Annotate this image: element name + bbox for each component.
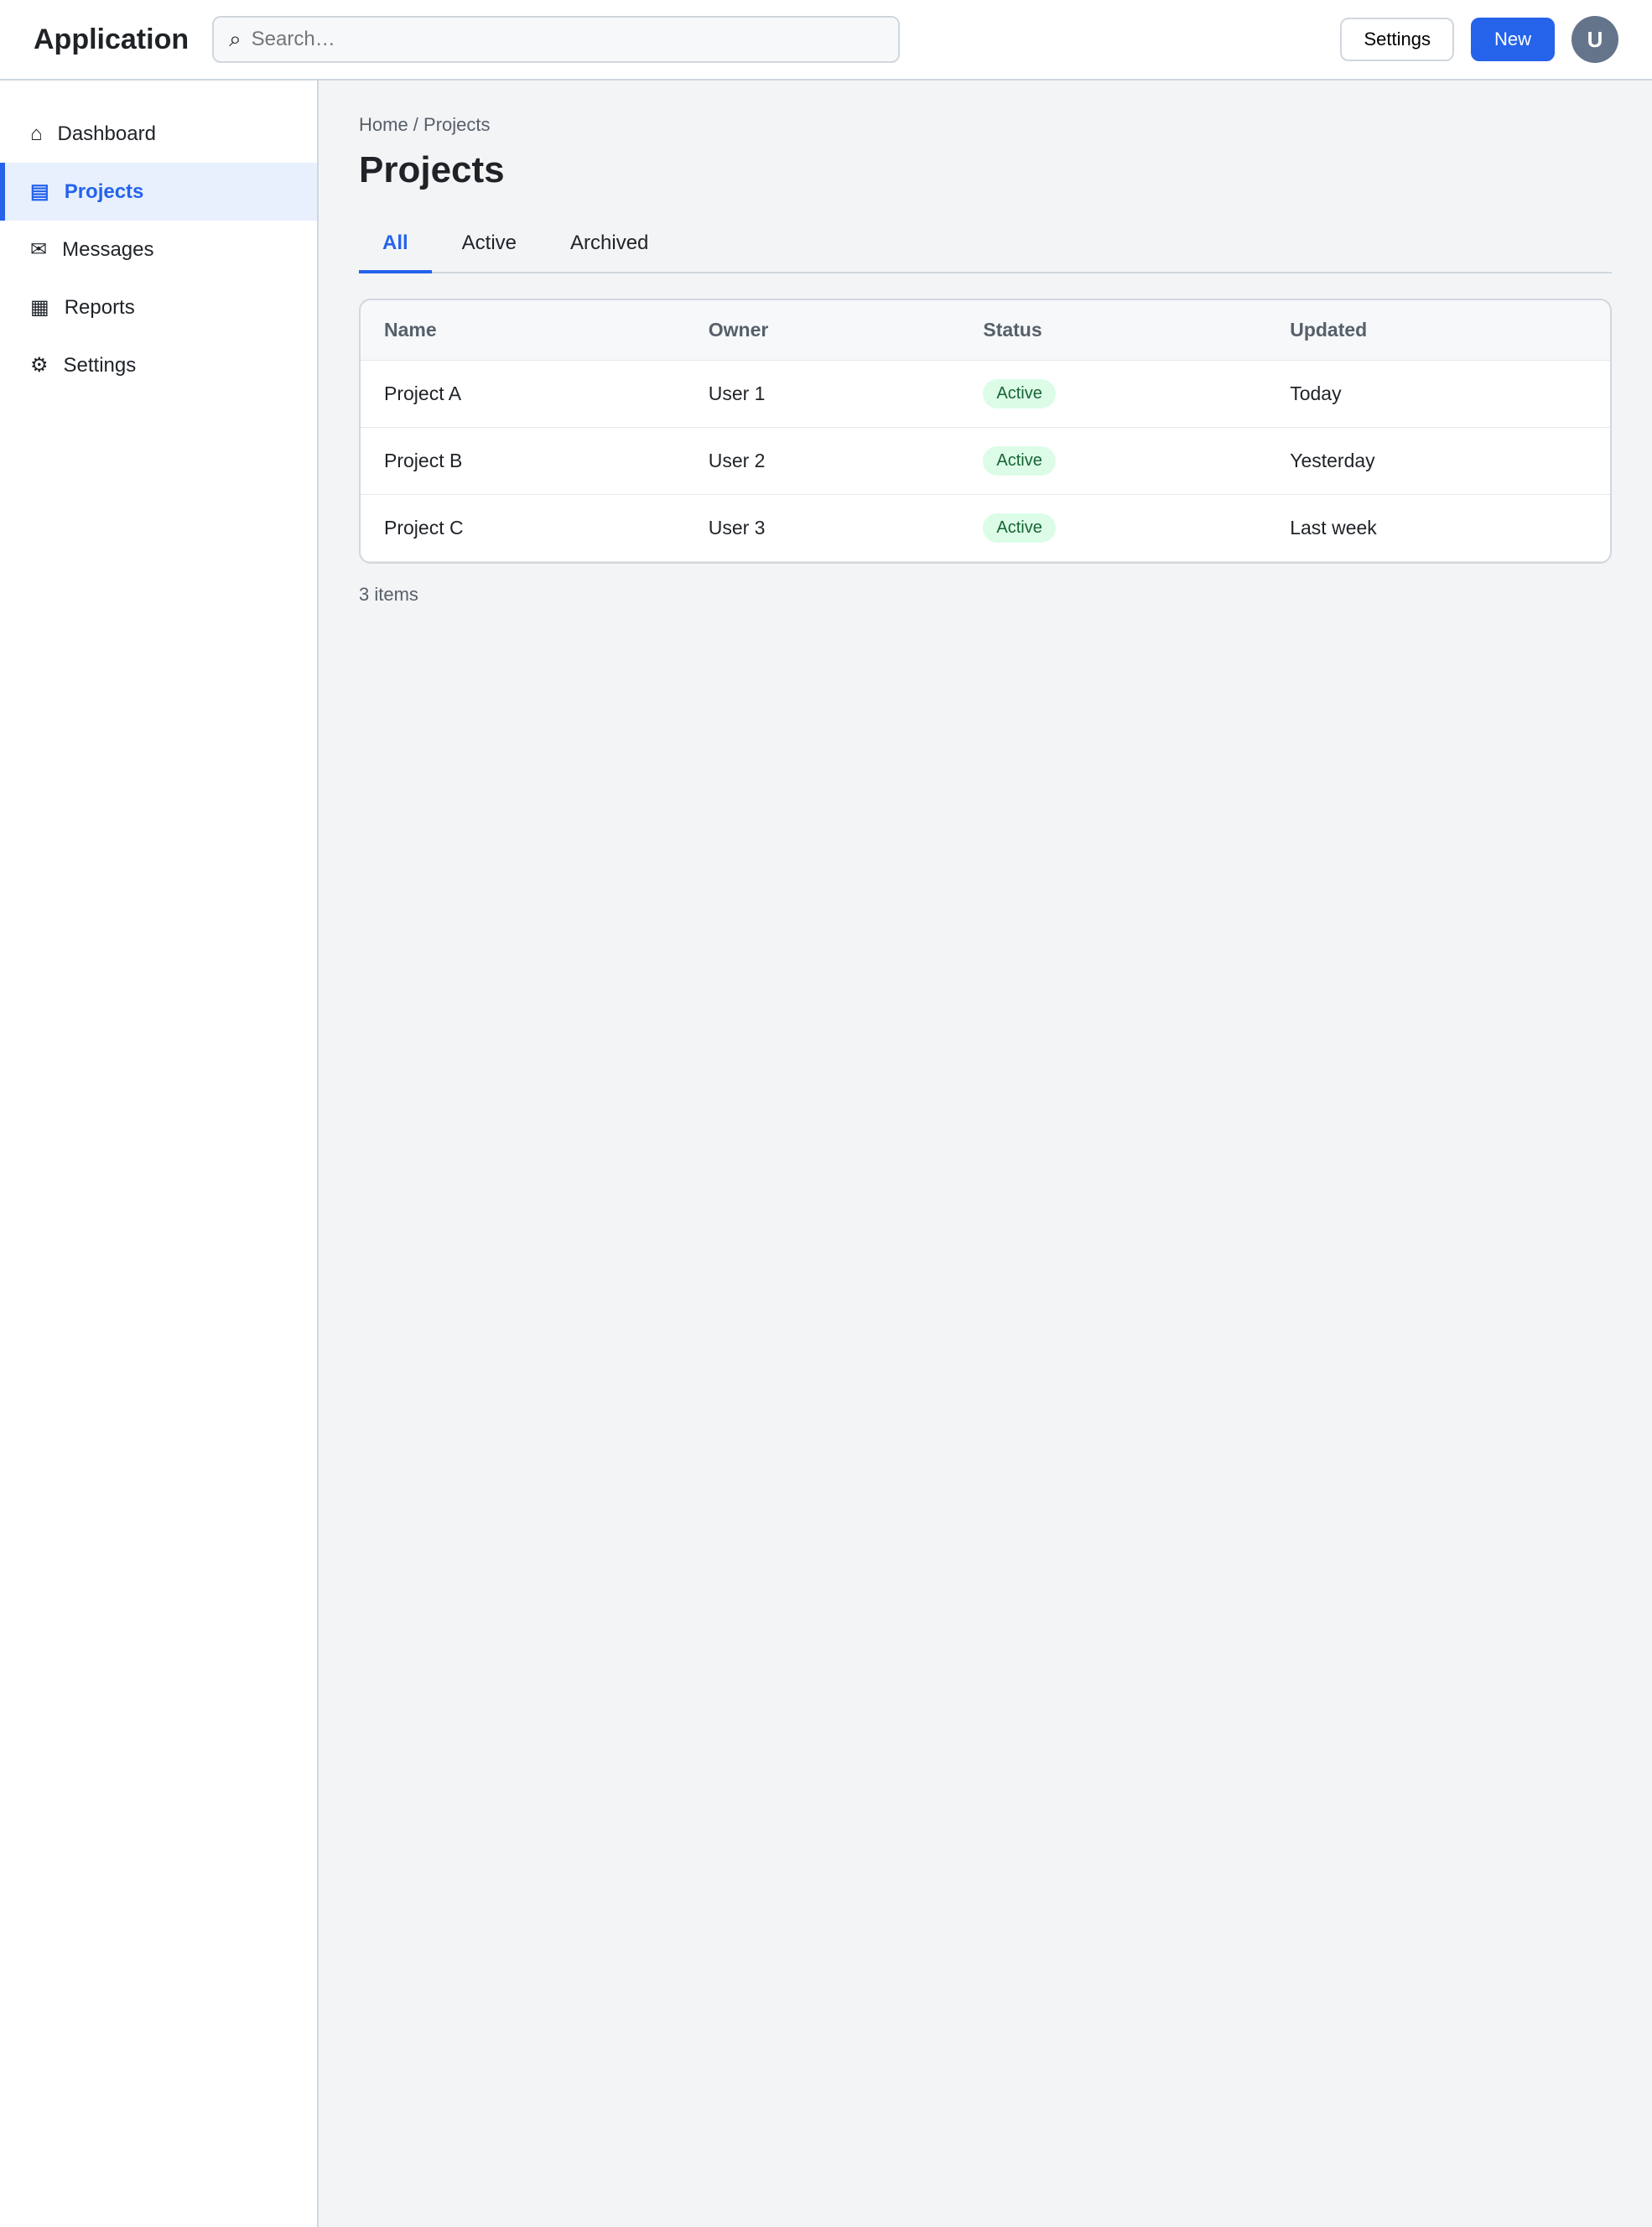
- chart-icon: ▦: [30, 296, 49, 319]
- data-table: [361, 300, 1610, 562]
- mail-icon: ✉: [30, 238, 48, 261]
- table-cell: Today: [1266, 361, 1610, 428]
- table-cell: Last week: [1266, 495, 1610, 562]
- status-text: 3 items: [359, 584, 418, 605]
- data-table-card: [359, 299, 1612, 564]
- table-cell: User 1: [685, 361, 960, 428]
- sidebar-item-label: Reports: [64, 295, 135, 319]
- search-input[interactable]: [252, 28, 883, 51]
- header-actions: [1340, 16, 1618, 63]
- sidebar-item-label: Dashboard: [57, 122, 156, 145]
- table-cell: Project C: [361, 495, 685, 562]
- table-cell: [959, 361, 1266, 428]
- app-layout: [0, 81, 1652, 2227]
- sidebar-item-label: Messages: [62, 237, 154, 261]
- search-icon: ⌕: [229, 26, 242, 51]
- table-cell: [959, 428, 1266, 495]
- table-cell: User 2: [685, 428, 960, 495]
- home-icon: ⌂: [30, 122, 43, 145]
- folder-icon: ▤: [30, 180, 49, 203]
- sidebar-item-label: Projects: [64, 180, 144, 203]
- main-content: [319, 81, 1652, 2227]
- sidebar-item-messages[interactable]: [0, 221, 317, 278]
- status-badge: Active: [983, 446, 1055, 476]
- breadcrumb: Home / Projects: [359, 114, 491, 135]
- sidebar: [0, 81, 319, 2227]
- avatar[interactable]: U: [1571, 16, 1618, 63]
- table-row[interactable]: [361, 361, 1610, 428]
- settings-button[interactable]: Settings: [1340, 18, 1454, 61]
- app-title: Application: [34, 23, 190, 55]
- sidebar-item-settings[interactable]: [0, 336, 317, 394]
- table-cell: Project B: [361, 428, 685, 495]
- tab-all[interactable]: All: [359, 216, 432, 273]
- table-row[interactable]: [361, 428, 1610, 495]
- page-title: Projects: [359, 149, 505, 190]
- tab-bar: [359, 216, 1612, 273]
- new-button[interactable]: New: [1471, 18, 1555, 61]
- table-row[interactable]: [361, 495, 1610, 562]
- table-header-row: [361, 300, 1610, 361]
- sidebar-item-reports[interactable]: [0, 278, 317, 336]
- column-header[interactable]: Status: [959, 300, 1266, 361]
- column-header[interactable]: Updated: [1266, 300, 1610, 361]
- sidebar-item-label: Settings: [63, 353, 137, 377]
- table-cell: Project A: [361, 361, 685, 428]
- tab-archived[interactable]: Archived: [570, 232, 649, 254]
- table-cell: User 3: [685, 495, 960, 562]
- status-badge: Active: [983, 379, 1055, 408]
- sidebar-item-dashboard[interactable]: [0, 106, 317, 163]
- gear-icon: ⚙: [30, 354, 49, 377]
- column-header[interactable]: Name: [361, 300, 685, 361]
- table-cell: [959, 495, 1266, 562]
- table-cell: Yesterday: [1266, 428, 1610, 495]
- column-header[interactable]: Owner: [685, 300, 960, 361]
- sidebar-item-projects[interactable]: [0, 163, 317, 221]
- search-box[interactable]: [212, 16, 900, 63]
- status-badge: Active: [983, 513, 1055, 543]
- tab-active[interactable]: Active: [461, 232, 517, 254]
- app-header: [0, 0, 1652, 81]
